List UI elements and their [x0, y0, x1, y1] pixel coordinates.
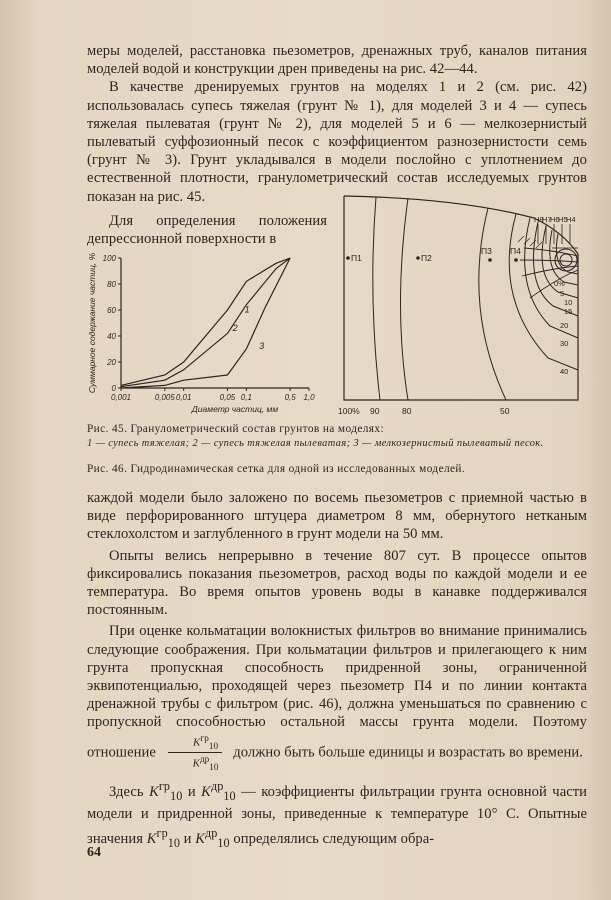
head-label-h6: H6: [550, 215, 560, 224]
x-tick-label: 0,5: [284, 393, 296, 402]
series-label-2: 2: [232, 322, 238, 333]
head-label-h5: H5: [558, 215, 568, 224]
paragraph-2-continued: каждой модели было заложено по восемь пьезометров с приемной частью в виде перфорированного штуцера диаметром 8 мм, обернутого нетканым стеклохолстом и заглубленного в грунт модели на 50 мм.: [87, 490, 587, 543]
paragraph-5: Здесь $K^{гр}_{10}$ и $K^{др}_{10}$ — коэффициенты фильтрации грунта основной части модели и придренной зоны, приведенные к температуре 10° С. Опытные значения $K^{гр}_{10}$ и $K^{др}_{10}$ определялись следующим обра-: [87, 779, 588, 850]
bottom-label-100: 100%: [338, 406, 360, 416]
figure-45-legend: 1 — супесь тяжелая; 2 — супесь тяжелая пылеватая; 3 — мелкозернистый пылеватый песок.: [87, 437, 544, 449]
side-label-20: 20: [560, 321, 569, 330]
figure-46-diagram: [338, 188, 588, 418]
y-tick-label: 40: [107, 332, 116, 341]
text-block-bottom: [87, 489, 587, 851]
bottom-label-80: 80: [402, 406, 412, 416]
ratio-denominator: $K^{др}_{10}$: [192, 754, 219, 773]
head-label-h7: H7: [542, 215, 552, 224]
y-tick-label: 20: [107, 358, 116, 367]
series-line-1: [121, 258, 290, 385]
y-tick-label: 100: [102, 254, 116, 263]
y-tick-label: 80: [107, 280, 116, 289]
figure-46-caption: Рис. 46. Гидродинамическая сетка для одной из исследованных моделей.: [87, 463, 466, 475]
series-line-3: [121, 258, 290, 388]
paragraph-2-start: Для определения положения депрессионной поверхности в: [87, 213, 327, 248]
x-tick-label: 0,01: [175, 393, 192, 402]
paragraph-4-end: должно быть больше единицы и возрастать во времени.: [233, 744, 583, 761]
fig46-frame: [344, 196, 578, 400]
x-tick-label: 1,0: [303, 393, 315, 402]
bottom-label-90: 90: [370, 406, 380, 416]
ratio-numerator: $K^{гр}_{10}$: [168, 732, 222, 754]
y-axis-label: Суммарное содержание частиц, %: [87, 252, 97, 394]
x-axis-label: Диаметр частиц, мм: [191, 404, 279, 414]
series-label-3: 3: [259, 341, 265, 351]
head-label-h4: H4: [566, 215, 576, 224]
figure-45-title: Рис. 45. Гранулометрический состав грунтов на моделях:: [87, 423, 384, 435]
paragraph-1: В качестве дренируемых грунтов на моделях 1 и 2 (см. рис. 42) использовалась супесь тяжелая (грунт № 1), для моделей 3 и 4 — супесь тяжелая пылеватая (грунт № 2), для моделей 5 и 6 — мелкозернистый пылеватый суффозионный песок с коэффициентом разнозернистости семь (грунт № 3). Грунт укладывался в модели послойно с уплотнением до естественной плотности, гранулометрический состав исследуемых грунтов показан на рис. 45.: [87, 79, 587, 205]
text-block-top: [87, 42, 587, 206]
y-tick-label: 0: [111, 384, 116, 393]
bottom-label-50: 50: [500, 406, 510, 416]
side-label-40: 40: [560, 367, 569, 376]
paragraph-4: [87, 622, 587, 774]
piezometer-p4-label: П4: [510, 246, 521, 256]
side-label-0: 0%: [554, 279, 565, 288]
figure-45-chart: [87, 248, 327, 418]
piezometer-p2-label: П2: [421, 253, 432, 263]
ratio-fraction: [168, 732, 222, 775]
series-line-2: [121, 258, 290, 387]
figure-45-caption: [87, 423, 587, 450]
side-label-15: 15: [564, 307, 573, 316]
x-tick-label: 0,005: [154, 393, 175, 402]
fig45-plot: [87, 252, 315, 414]
piezometer-p1-label: П1: [351, 253, 362, 263]
piezometer-p3-label: П3: [481, 246, 492, 256]
side-label-5: 5: [560, 289, 565, 298]
page-number: 64: [87, 845, 101, 860]
x-tick-label: 0,1: [240, 393, 252, 402]
y-tick-label: 60: [107, 306, 116, 315]
paragraph-4-text: При оценке кольматации волокнистых фильтров во внимание принимались следующие соображения. При кольматации фильтров и прилегающего к ним грунта пропускная способность придренной зоны, ограниченной эквипотенциалью, проходящей через пьезометр П4 и по линии контакта дренажной трубы с фильтром (рис. 46), должна уменьшаться по сравнению с пропускной способностью остальной массы грунта модели. Поэтому отношение: [87, 623, 587, 761]
head-label-h8: H8: [534, 215, 544, 224]
paragraph-0: меры моделей, расстановка пьезометров, дренажных труб, каналов питания моделей водой и конструкции дрен приведены на рис. 42—44.: [87, 43, 587, 78]
series-label-1: 1: [244, 304, 250, 315]
side-label-30: 30: [560, 339, 569, 348]
paragraph-3: Опыты велись непрерывно в течение 807 сут. В процессе опытов фиксировались показания пьезометров, расход воды по каждой модели и ее температура. Во время опытов уровень воды в канавке поддерживался постоянным.: [87, 547, 587, 619]
side-label-10: 10: [564, 298, 573, 307]
x-tick-label: 0,001: [110, 393, 132, 402]
x-tick-label: 0,05: [219, 393, 236, 402]
